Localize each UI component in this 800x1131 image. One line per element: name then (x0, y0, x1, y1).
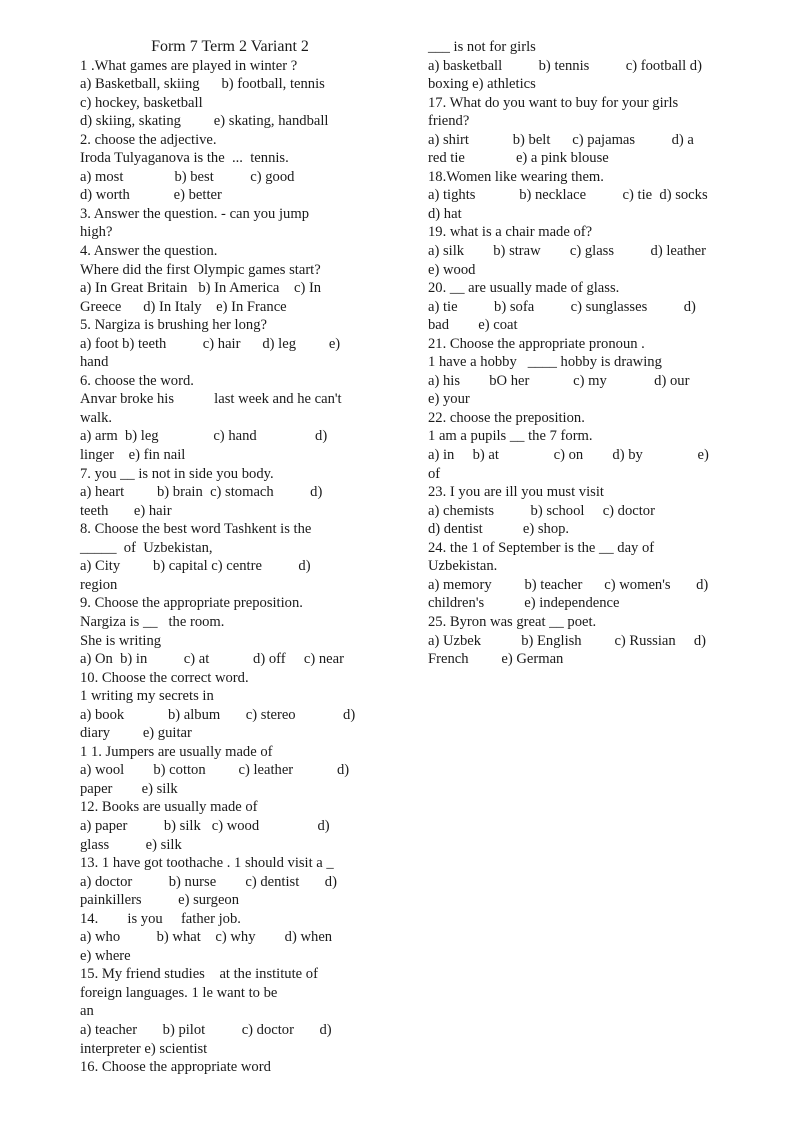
text-line: a) book b) album c) stereo d) (80, 706, 356, 723)
text-line: 23. I you are ill you must visit (428, 484, 604, 501)
text-line: linger e) fin nail (80, 447, 186, 464)
text-line: painkillers e) surgeon (80, 892, 240, 909)
text-line: Uzbekistan. (428, 558, 498, 575)
text-line: bad e) coat (428, 317, 518, 334)
text-line: friend? (428, 113, 470, 130)
text-line: a) heart b) brain c) stomach d) (80, 484, 323, 501)
text-line: a) tie b) sofa c) sunglasses d) (428, 298, 696, 315)
text-line: 6. choose the word. (80, 372, 194, 389)
text-line: d) dentist e) shop. (428, 521, 570, 538)
text-line: a) Basketball, skiing b) football, tennis (80, 76, 325, 93)
text-line: glass e) silk (80, 836, 182, 853)
text-line: She is writing (80, 632, 162, 649)
text-line: boxing e) athletics (428, 76, 536, 93)
text-line: a) tights b) necklace c) tie d) socks (428, 187, 708, 204)
text-line: 1 writing my secrets in (80, 688, 214, 705)
text-line: a) wool b) cotton c) leather d) (80, 762, 350, 779)
text-line: ___ is not for girls (428, 39, 536, 55)
text-line: region (80, 576, 118, 593)
text-line: 1 have a hobby ____ hobby is drawing (428, 354, 662, 371)
text-line: a) arm b) leg c) hand d) (80, 428, 328, 445)
text-line: Iroda Tulyaganova is the ... tennis. (80, 150, 289, 167)
text-line: an (80, 1003, 94, 1020)
document-title: Form 7 Term 2 Variant 2 (151, 38, 309, 55)
text-line: a) memory b) teacher c) women's d) (428, 576, 709, 593)
text-line: a) in b) at c) on d) by e) (428, 447, 709, 464)
text-line: a) teacher b) pilot c) doctor d) (80, 1021, 332, 1038)
text-line: 13. 1 have got toothache . 1 should visit a _ (80, 855, 334, 872)
text-line: a) basketball b) tennis c) football d) (428, 57, 702, 74)
text-line: Greece d) In Italy e) In France (80, 298, 287, 315)
text-line: interpreter e) scientist (80, 1040, 208, 1057)
text-line: a) chemists b) school c) doctor (428, 502, 655, 519)
text-line: 7. you __ is not in side you body. (80, 465, 274, 482)
text-line: paper e) silk (80, 780, 178, 797)
text-line: 25. Byron was great __ poet. (428, 613, 597, 630)
text-line: 1 am a pupils __ the 7 form. (428, 428, 593, 445)
text-line: _____ of Uzbekistan, (80, 539, 213, 556)
text-line: a) City b) capital c) centre d) (80, 558, 311, 575)
text-line: hand (80, 354, 109, 371)
text-line: teeth e) hair (80, 502, 172, 519)
text-line: d) worth e) better (80, 187, 222, 204)
text-line: 1 .What games are played in winter ? (80, 57, 298, 74)
text-line: 20. __ are usually made of glass. (428, 280, 620, 297)
text-line: a) most b) best c) good (80, 168, 295, 185)
text-line: 16. Choose the appropriate word (80, 1059, 271, 1076)
text-line: a) In Great Britain b) In America c) In (80, 280, 322, 297)
text-line: 8. Choose the best word Tashkent is the (80, 521, 312, 538)
text-line: 3. Answer the question. - can you jump (80, 205, 310, 222)
text-line: 21. Choose the appropriate pronoun . (428, 335, 645, 352)
text-line: 22. choose the preposition. (428, 409, 585, 426)
text-line: a) Uzbek b) English c) Russian d) (428, 632, 707, 649)
text-line: a) silk b) straw c) glass d) leather (428, 243, 707, 260)
text-line: children's e) independence (428, 595, 620, 612)
left-column (80, 38, 380, 1077)
right-column (428, 38, 728, 669)
right-column-lines (428, 38, 728, 669)
text-line: Anvar broke his last week and he can't (80, 391, 342, 408)
text-line: 17. What do you want to buy for your girls (428, 94, 679, 111)
text-line: d) skiing, skating e) skating, handball (80, 113, 329, 130)
text-line: Where did the first Olympic games start? (80, 261, 321, 278)
text-line: a) who b) what c) why d) when (80, 929, 333, 946)
text-line: 9. Choose the appropriate preposition. (80, 595, 303, 612)
text-line: 12. Books are usually made of (80, 799, 258, 816)
text-line: 2. choose the adjective. (80, 131, 217, 148)
text-line: 5. Nargiza is brushing her long? (80, 317, 267, 334)
text-line: 14. is you father job. (80, 910, 241, 927)
text-line: a) his bO her c) my d) our (428, 372, 690, 389)
text-line: 18.Women like wearing them. (428, 168, 604, 185)
text-line: high? (80, 224, 113, 241)
text-line: c) hockey, basketball (80, 94, 203, 111)
text-line: foreign languages. 1 le want to be (80, 984, 278, 1001)
text-line: 4. Answer the question. (80, 243, 218, 260)
text-line: e) wood (428, 261, 476, 278)
text-line: a) On b) in c) at d) off c) near (80, 651, 344, 668)
text-line: of (428, 465, 441, 482)
text-line: red tie e) a pink blouse (428, 150, 609, 167)
text-line: 10. Choose the correct word. (80, 669, 249, 686)
text-line: a) doctor b) nurse c) dentist d) (80, 873, 337, 890)
text-line: French e) German (428, 651, 564, 668)
text-line: 24. the 1 of September is the __ day of (428, 539, 655, 556)
text-line: walk. (80, 409, 113, 426)
text-line: diary e) guitar (80, 725, 192, 742)
text-line: e) where (80, 947, 131, 964)
text-line: 19. what is a chair made of? (428, 224, 593, 241)
text-line: e) your (428, 391, 470, 408)
left-column-lines (80, 57, 380, 1077)
text-line: 15. My friend studies at the institute of (80, 966, 318, 983)
text-line: Nargiza is __ the room. (80, 613, 225, 630)
text-line: a) foot b) teeth c) hair d) leg e) (80, 335, 341, 352)
text-line: a) shirt b) belt c) pajamas d) a (428, 131, 694, 148)
text-line: d) hat (428, 205, 462, 222)
text-line: a) paper b) silk c) wood d) (80, 817, 330, 834)
text-line: 1 1. Jumpers are usually made of (80, 743, 273, 760)
